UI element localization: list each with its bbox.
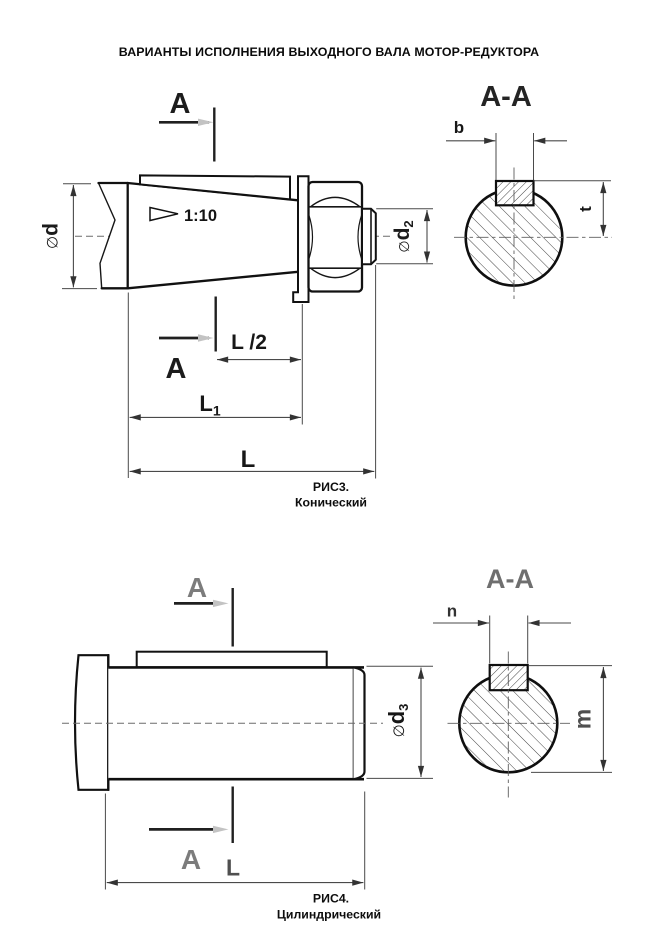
dim-b-label: b — [453, 118, 465, 137]
fig4-section-AA — [433, 564, 612, 798]
shaft-break-zone — [99, 183, 128, 288]
fig3-section-mark-top — [159, 88, 214, 162]
fig4-section-mark-top — [174, 572, 233, 647]
section-title: A-A — [486, 564, 534, 594]
fig3-section-mark-bottom — [159, 297, 216, 386]
dim-d-label: ∅d — [39, 223, 63, 249]
dim-l1 — [130, 391, 301, 419]
section-arrow-icon — [213, 600, 229, 607]
dim-l-half-label: L /2 — [231, 331, 267, 354]
dim-l1-label: L1 — [199, 391, 221, 419]
section-title: A-A — [480, 81, 532, 113]
keyway-section — [496, 181, 534, 205]
section-letter: A — [165, 353, 187, 385]
fig3-section-AA — [446, 81, 612, 301]
dim-n — [433, 602, 571, 664]
section-letter: A — [180, 844, 202, 875]
dim-l-label: L — [225, 854, 241, 881]
fig4-cylindrical-shaft-view — [62, 572, 433, 922]
section-letter: A — [186, 572, 208, 603]
dim-t-label: t — [576, 206, 595, 212]
section-arrow-icon — [213, 826, 229, 833]
fig3-conical-shaft-view — [40, 88, 434, 510]
dim-d3-label: $\emptyset d_3$ — [384, 703, 411, 738]
sheet-title: ВАРИАНТЫ ИСПОЛНЕНИЯ ВЫХОДНОГО ВАЛА МОТОР-РЕДУКТОРА — [118, 45, 540, 59]
fig3-caption-type: Конический — [295, 495, 367, 510]
section-arrow-icon — [198, 119, 214, 126]
dim-m-label: m — [569, 708, 596, 730]
dim-d3 — [367, 666, 434, 778]
dim-n-label: n — [446, 601, 458, 621]
hex-nut — [309, 182, 363, 292]
dim-l — [105, 792, 364, 890]
dim-l-label: L — [240, 446, 256, 473]
dim-l — [130, 446, 375, 473]
key — [137, 652, 327, 668]
fig4-caption-type: Цилиндрический — [276, 907, 382, 922]
fig3-caption-number: РИС3. — [312, 480, 350, 494]
dim-l-half — [217, 331, 301, 360]
section-letter: A — [169, 88, 191, 120]
fig4-section-mark-bottom — [149, 787, 233, 876]
taper-label: 1:10 — [184, 207, 218, 225]
section-arrow-icon — [198, 334, 214, 341]
shaft-flange — [75, 655, 108, 790]
fig4-caption-number: РИС4. — [312, 891, 350, 906]
conical-shaft-body — [128, 183, 298, 288]
threaded-end — [362, 209, 376, 264]
dim-b — [446, 118, 567, 181]
dim-d2-label: $\emptyset d_2$ — [391, 220, 416, 253]
